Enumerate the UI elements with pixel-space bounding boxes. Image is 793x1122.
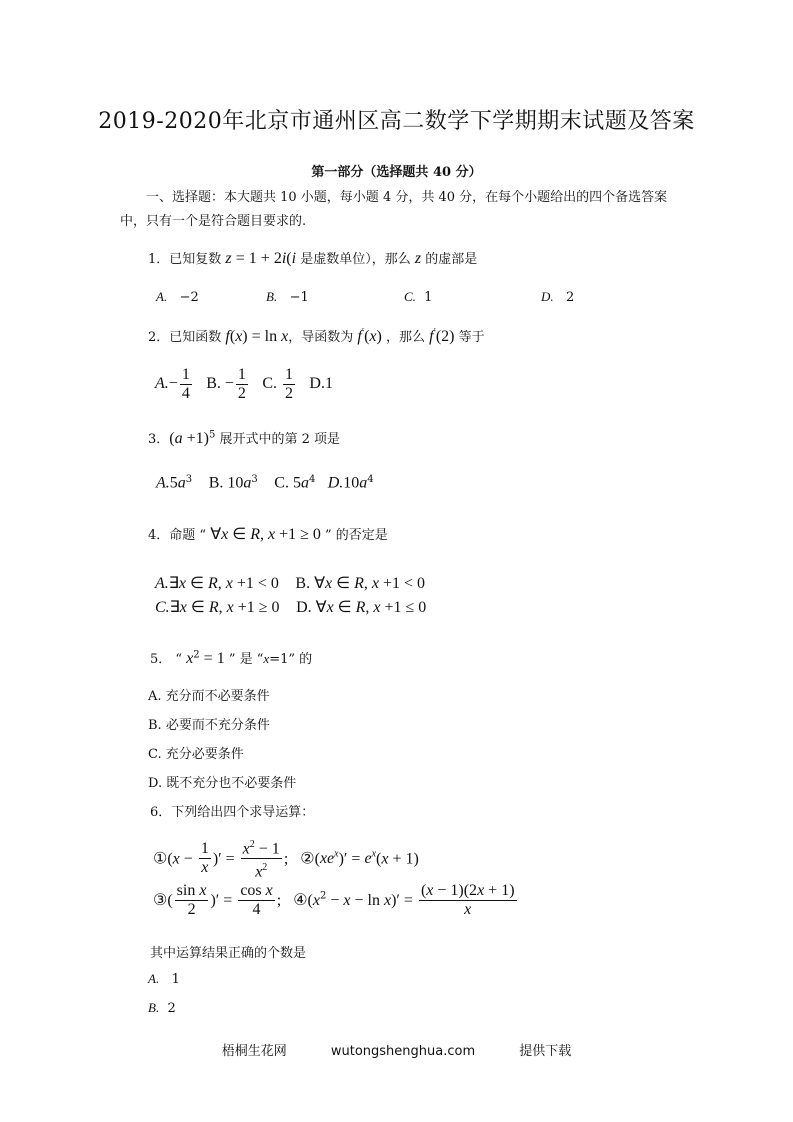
footer-site-name: 梧桐生花网 (221, 1044, 287, 1059)
question-5-option-d: D. 既不充分也不必要条件 (148, 776, 297, 791)
question-1-option-b: B. −1 (266, 289, 309, 305)
question-4-options-row-1: A.∃x ∈ R, x +1 < 0 B. ∀x ∈ R, x +1 < 0 (155, 575, 426, 592)
footer-note: 提供下载 (519, 1044, 572, 1059)
page-footer (0, 1040, 793, 1059)
section-heading: 第一部分（选择题共 40 分） (311, 165, 482, 180)
question-3-options: $A.5a^3$ B. $10a^3$ C. $5a^4$ $D.10a^4$ (156, 474, 374, 492)
question-6-option-a: A. 1 (148, 971, 180, 987)
section-instructions: 一、选择题：本大题共 10 小题，每小题 4 分，共 40 分，在每个小题给出的四个备选答案中，只有一个是符合题目要求的. (120, 190, 668, 229)
question-2-options: A.− $\frac{1}{4}$ B. − $\frac{1}{2}$ C. $\frac{1}{2}$ D.1 (155, 366, 333, 402)
question-4-stem: 4．命题 “ ∀x ∈ R, x +1 ≥ 0 ” 的否定是 (148, 526, 388, 543)
question-6-formula-row-2: ③( $\frac{\text{sin x}}{2}$ )′ = $\frac{\text{cos x}}{4}$ ; $④(x^2 - x - \ln x)'$ = $\frac{(x - 1)(2x + 1)}{x}$ (153, 882, 515, 918)
question-1-option-a: A. −2 (156, 289, 199, 305)
question-5-option-c: C. 充分必要条件 (148, 747, 244, 762)
question-3-stem: 3．$(a +1)^5$ 展开式中的第 2 项是 (148, 429, 341, 447)
document-title: 2019-2020年北京市通州区高二数学下学期期末试题及答案 (98, 109, 695, 134)
question-5-stem: 5． “ $x^2 = 1$ ” 是 “x=1” 的 (150, 649, 313, 667)
question-6-stem: 6．下列给出四个求导运算： (150, 805, 315, 820)
question-1-option-c: C. 1 (404, 289, 433, 305)
question-2-stem: 2．已知函数 f(x) = ln x，导函数为 f′(x) ，那么 f′(2) 等于 (148, 327, 485, 345)
question-6-follow-up: 其中运算结果正确的个数是 (150, 946, 307, 961)
question-6-option-b: B. 2 (148, 1000, 176, 1016)
question-1-stem: 1．已知复数 z = 1 + 2i(i 是虚数单位），那么 z 的虚部是 (148, 250, 478, 267)
question-6-formula-row-1: ①(x − $\frac{1}{x}$ )′ = $\frac{x^2 - 1}{x^2}$ ; $②(xe^x)' = e^x(x + 1)$ (153, 836, 419, 882)
question-4-options-row-2: C.∃x ∈ R, x +1 ≥ 0 D. ∀x ∈ R, x +1 ≤ 0 (155, 599, 427, 616)
footer-url[interactable]: wutongshenghua.com (330, 1044, 476, 1059)
question-1-option-d: D. 2 (541, 289, 575, 305)
question-5-option-b: B. 必要而不充分条件 (148, 718, 270, 733)
question-5-option-a: A. 充分而不必要条件 (148, 689, 270, 704)
